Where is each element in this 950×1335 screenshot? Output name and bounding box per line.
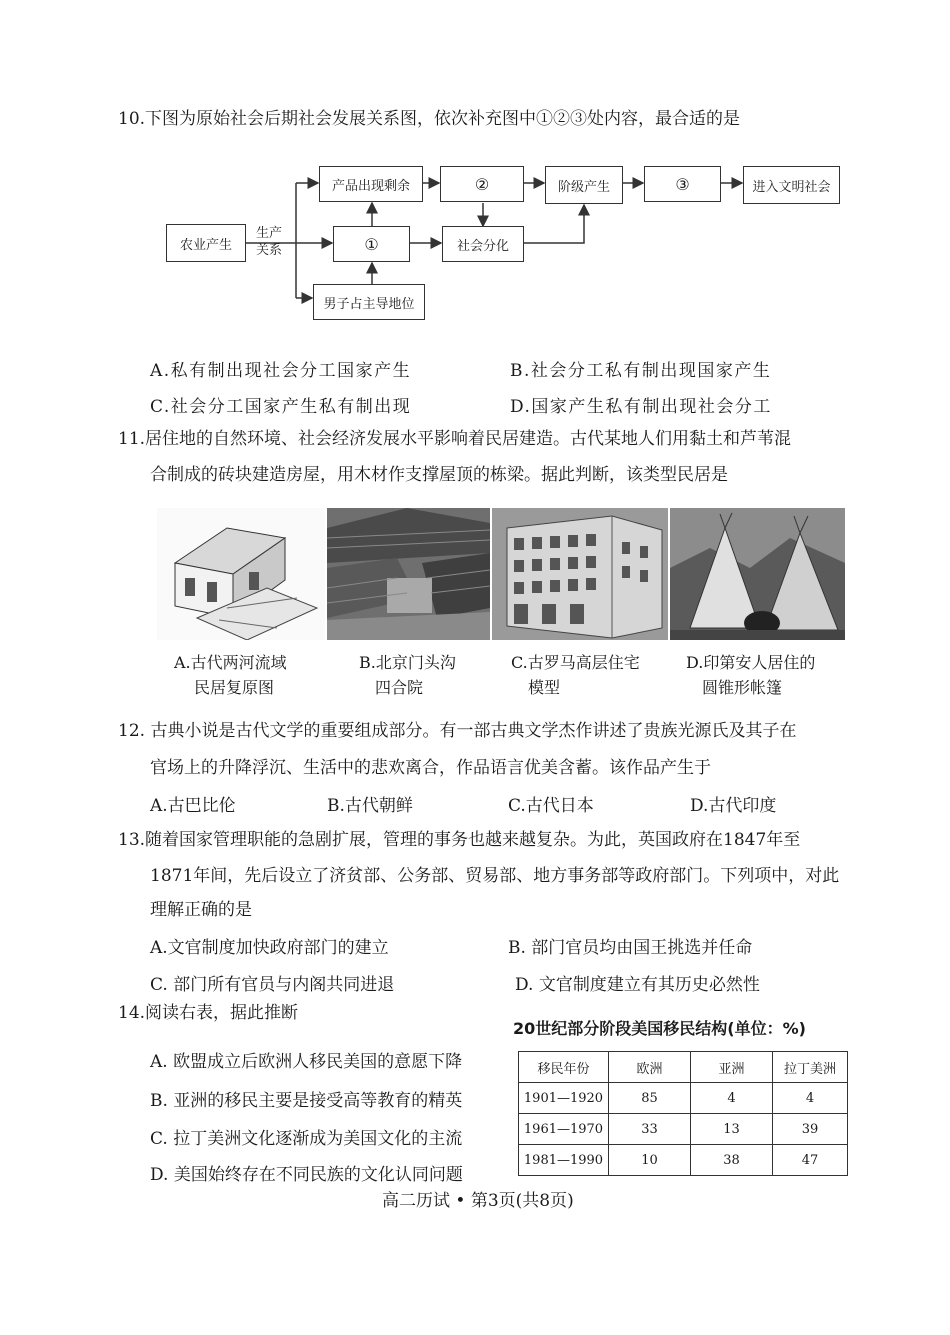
q12-option-a[interactable]: A.古巴比伦 bbox=[150, 796, 236, 816]
box-surplus: 产品出现剩余 bbox=[319, 166, 423, 202]
caption-b: B.北京门头沟 四合院 bbox=[359, 653, 456, 697]
table-header: 拉丁美洲 bbox=[773, 1052, 848, 1083]
table-cell: 85 bbox=[609, 1083, 691, 1114]
box-blank-3: ③ bbox=[644, 166, 721, 202]
caption-d: D.印第安人居住的 圆锥形帐篷 bbox=[686, 653, 816, 697]
table-cell: 1981—1990 bbox=[519, 1145, 609, 1176]
table-cell: 39 bbox=[773, 1114, 848, 1145]
q12-option-d[interactable]: D.古代印度 bbox=[690, 796, 777, 816]
q13-option-d[interactable]: D. 文官制度建立有其历史必然性 bbox=[515, 975, 760, 995]
label-production-relations: 生产 关系 bbox=[256, 226, 283, 258]
box-social-division: 社会分化 bbox=[442, 226, 524, 262]
caption-a: A.古代两河流域 民居复原图 bbox=[174, 653, 287, 697]
q13-option-c[interactable]: C. 部门所有官员与内阁共同进退 bbox=[150, 975, 395, 995]
table-header: 移民年份 bbox=[519, 1052, 609, 1083]
q12-option-b[interactable]: B.古代朝鲜 bbox=[327, 796, 413, 816]
q14-option-d[interactable]: D. 美国始终存在不同民族的文化认同问题 bbox=[150, 1165, 463, 1185]
photo-roman-insula[interactable] bbox=[492, 508, 668, 640]
q10-option-b[interactable]: B.社会分工私有制出现国家产生 bbox=[510, 361, 772, 381]
table-cell: 10 bbox=[609, 1145, 691, 1176]
q12-stem-line2: 官场上的升降浮沉、生活中的悲欢离合，作品语言优美含蓄。该作品产生于 bbox=[150, 758, 711, 778]
photo-siheyuan[interactable] bbox=[327, 508, 490, 640]
q11-stem-line1: 11.居住地的自然环境、社会经济发展水平影响着民居建造。古代某地人们用黏土和芦苇混 bbox=[118, 429, 792, 449]
q13-stem-line1: 13.随着国家管理职能的急剧扩展，管理的事务也越来越复杂。为此，英国政府在1847年至 bbox=[118, 830, 801, 850]
box-class-emergence: 阶级产生 bbox=[545, 166, 623, 204]
box-male-dominance: 男子占主导地位 bbox=[313, 284, 425, 320]
table-header: 欧洲 bbox=[609, 1052, 691, 1083]
q14-option-a[interactable]: A. 欧盟成立后欧洲人移民美国的意愿下降 bbox=[150, 1052, 463, 1072]
q12-option-c[interactable]: C.古代日本 bbox=[508, 796, 594, 816]
table-cell: 33 bbox=[609, 1114, 691, 1145]
box-agriculture: 农业产生 bbox=[166, 224, 246, 262]
immigration-table bbox=[518, 1051, 848, 1176]
table-header-row bbox=[519, 1052, 848, 1083]
table-cell: 13 bbox=[691, 1114, 773, 1145]
box-blank-2: ② bbox=[440, 166, 524, 202]
q10-stem: 10.下图为原始社会后期社会发展关系图，依次补充图中①②③处内容，最合适的是 bbox=[118, 109, 741, 129]
box-blank-1: ① bbox=[333, 226, 410, 262]
q11-stem-line2: 合制成的砖块建造房屋，用木材作支撑屋顶的栋梁。据此判断，该类型民居是 bbox=[150, 465, 728, 485]
table-cell: 1901—1920 bbox=[519, 1083, 609, 1114]
immigration-table-title: 20世纪部分阶段美国移民结构(单位：%) bbox=[513, 1019, 806, 1038]
photo-indian-tipi[interactable] bbox=[670, 508, 845, 640]
box-civilization: 进入文明社会 bbox=[743, 166, 840, 204]
q14-option-c[interactable]: C. 拉丁美洲文化逐渐成为美国文化的主流 bbox=[150, 1129, 463, 1149]
q10-option-d[interactable]: D.国家产生私有制出现社会分工 bbox=[510, 397, 772, 417]
table-cell: 47 bbox=[773, 1145, 848, 1176]
caption-c: C.古罗马高层住宅 模型 bbox=[511, 653, 640, 697]
table-cell: 38 bbox=[691, 1145, 773, 1176]
table-row bbox=[519, 1114, 848, 1145]
q13-stem-line3: 理解正确的是 bbox=[150, 900, 252, 920]
q14-option-b[interactable]: B. 亚洲的移民主要是接受高等教育的精英 bbox=[150, 1091, 463, 1111]
page-footer: 高二历试 • 第3页(共8页) bbox=[382, 1191, 574, 1211]
q10-option-a[interactable]: A.私有制出现社会分工国家产生 bbox=[150, 361, 412, 381]
table-cell: 1961—1970 bbox=[519, 1114, 609, 1145]
table-cell: 4 bbox=[773, 1083, 848, 1114]
q10-option-c[interactable]: C.社会分工国家产生私有制出现 bbox=[150, 397, 412, 417]
social-development-diagram bbox=[0, 0, 950, 340]
q12-stem-line1: 12. 古典小说是古代文学的重要组成部分。有一部古典文学杰作讲述了贵族光源氏及其子在 bbox=[118, 721, 797, 741]
table-cell: 4 bbox=[691, 1083, 773, 1114]
table-row bbox=[519, 1083, 848, 1114]
q13-option-a[interactable]: A.文官制度加快政府部门的建立 bbox=[150, 938, 389, 958]
q13-stem-line2: 1871年间，先后设立了济贫部、公务部、贸易部、地方事务部等政府部门。下列项中，对此 bbox=[150, 866, 840, 886]
q14-stem: 14.阅读右表，据此推断 bbox=[118, 1003, 299, 1023]
photo-mesopotamian-house[interactable] bbox=[157, 508, 325, 640]
table-header: 亚洲 bbox=[691, 1052, 773, 1083]
q13-option-b[interactable]: B. 部门官员均由国王挑选并任命 bbox=[508, 938, 753, 958]
table-row bbox=[519, 1145, 848, 1176]
